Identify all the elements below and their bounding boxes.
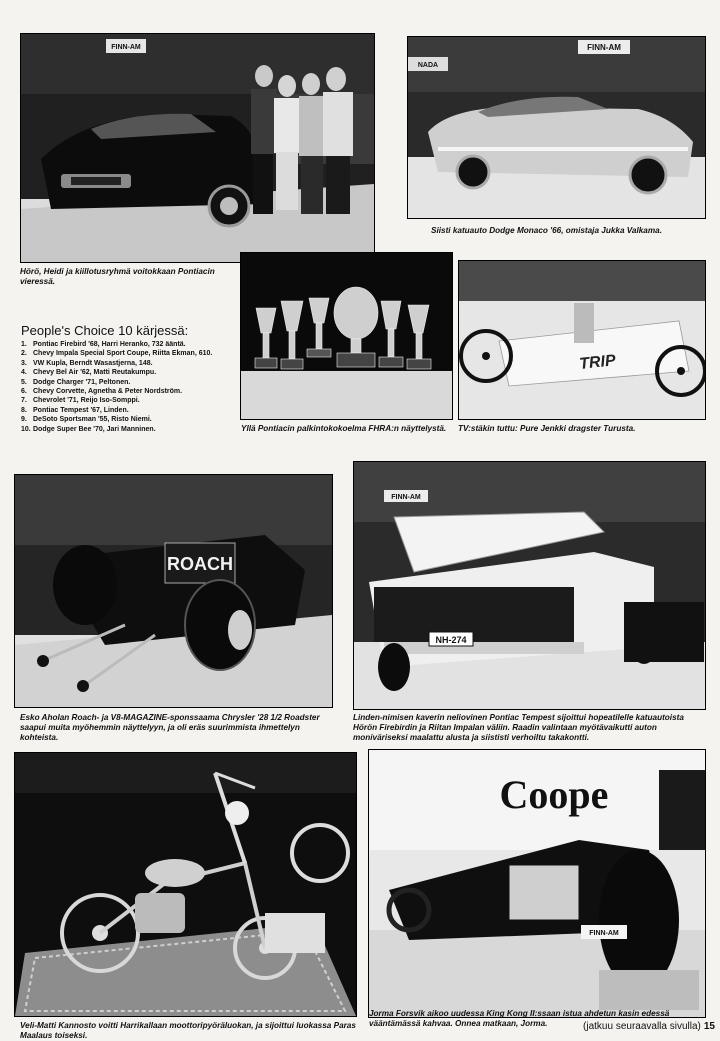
list-item: 8. Pontiac Tempest '67, Linden.	[21, 406, 129, 414]
photo-pontiac-firebird	[20, 33, 375, 263]
peoples-choice-title: People's Choice 10 kärjessä:	[21, 323, 189, 338]
caption-firebird: Hörö, Heidi ja kiillotusryhmä voitokkaan Pontiacin vieressä.	[20, 267, 215, 286]
photo-roach-roadster	[14, 474, 333, 708]
page-footer	[583, 1021, 715, 1032]
booth-sign-text: FINN-AM	[391, 494, 421, 501]
photo-king-kong	[368, 749, 706, 1018]
list-item: 10. Dodge Super Bee '70, Jari Manninen.	[21, 425, 156, 433]
booth-sign-text: FINN-AM	[589, 930, 619, 937]
page-number: 15	[703, 1021, 715, 1032]
continued-note: (jatkuu seuraavalla sivulla)	[583, 1021, 701, 1032]
booth-sign-text: FINN-AM	[111, 44, 141, 51]
caption-chopper: Veli-Matti Kannosto voitti Harrikallaan moottoripyöräluokan, ja sijoittui luokassa Paras Maalaus toiseksi.	[20, 1021, 356, 1040]
dealer-sign-text: NADA	[417, 62, 439, 69]
booth-sign-text: FINN-AM	[587, 43, 621, 52]
list-item: 3. VW Kupla, Berndt Wasastjerna, 148.	[21, 359, 153, 367]
photo-dragster	[458, 260, 706, 420]
caption-kingkong: Jorma Forsvik aikoo uudessa King Kong II:ssaan istua ahdetun kasin edessä vääntämässä kahvaa. Onnea matkaan, Jorma.	[369, 1009, 670, 1028]
caption-dragster: TV:stäkin tuttu: Pure Jenkki dragster Turusta.	[458, 424, 636, 433]
dragster-wing-text: TRIP	[578, 352, 617, 373]
peoples-choice-list	[21, 340, 231, 434]
list-item: 7. Chevrolet '71, Reijo Iso-Somppi.	[21, 397, 140, 405]
caption-trophies: Yllä Pontiacin palkintokokoelma FHRA:n näyttelystä.	[241, 424, 447, 433]
license-plate-text: NH-274	[435, 635, 467, 645]
list-item: 1. Pontiac Firebird '68, Harri Heranko, 732 ääntä.	[21, 341, 186, 348]
list-item: 5. Dodge Charger '71, Peltonen.	[21, 378, 131, 386]
photo-dodge-monaco	[407, 36, 706, 219]
roach-body-text: ROACH	[167, 554, 233, 574]
caption-tempest: Linden-nimisen kaverin neliovinen Pontiac Tempest sijoittui hopeatilelle katuautoista Hörön Firebirdin ja Riitan Impalan väliin. Raadin valintaan myötävaikutti auton moniväriseksi maalattu alusta ja siististi verhoiltu takakontti.	[353, 713, 684, 742]
photo-chopper	[14, 752, 357, 1017]
sponsor-sign-text: Coope	[499, 772, 609, 817]
caption-roach: Esko Aholan Roach- ja V8-MAGAZINE-sponssaama Chrysler '28 1/2 Roadster saapui muita myöhemmin näyttelyyn, ja oli eräs suurimmista ihmettelyn kohteista.	[20, 713, 320, 742]
photo-pontiac-tempest	[353, 461, 706, 710]
photo-trophies	[240, 252, 453, 420]
list-item: 2. Chevy Impala Special Sport Coupe, Riitta Ekman, 610.	[21, 350, 213, 358]
caption-monaco: Siisti katuauto Dodge Monaco '66, omistaja Jukka Valkama.	[431, 226, 662, 235]
list-item: 9. DeSoto Sportsman '55, Risto Niemi.	[21, 416, 152, 424]
list-item: 4. Chevy Bel Air '62, Matti Reutakumpu.	[21, 369, 157, 377]
list-item: 6. Chevy Corvette, Agnetha & Peter Nordström.	[21, 388, 183, 396]
